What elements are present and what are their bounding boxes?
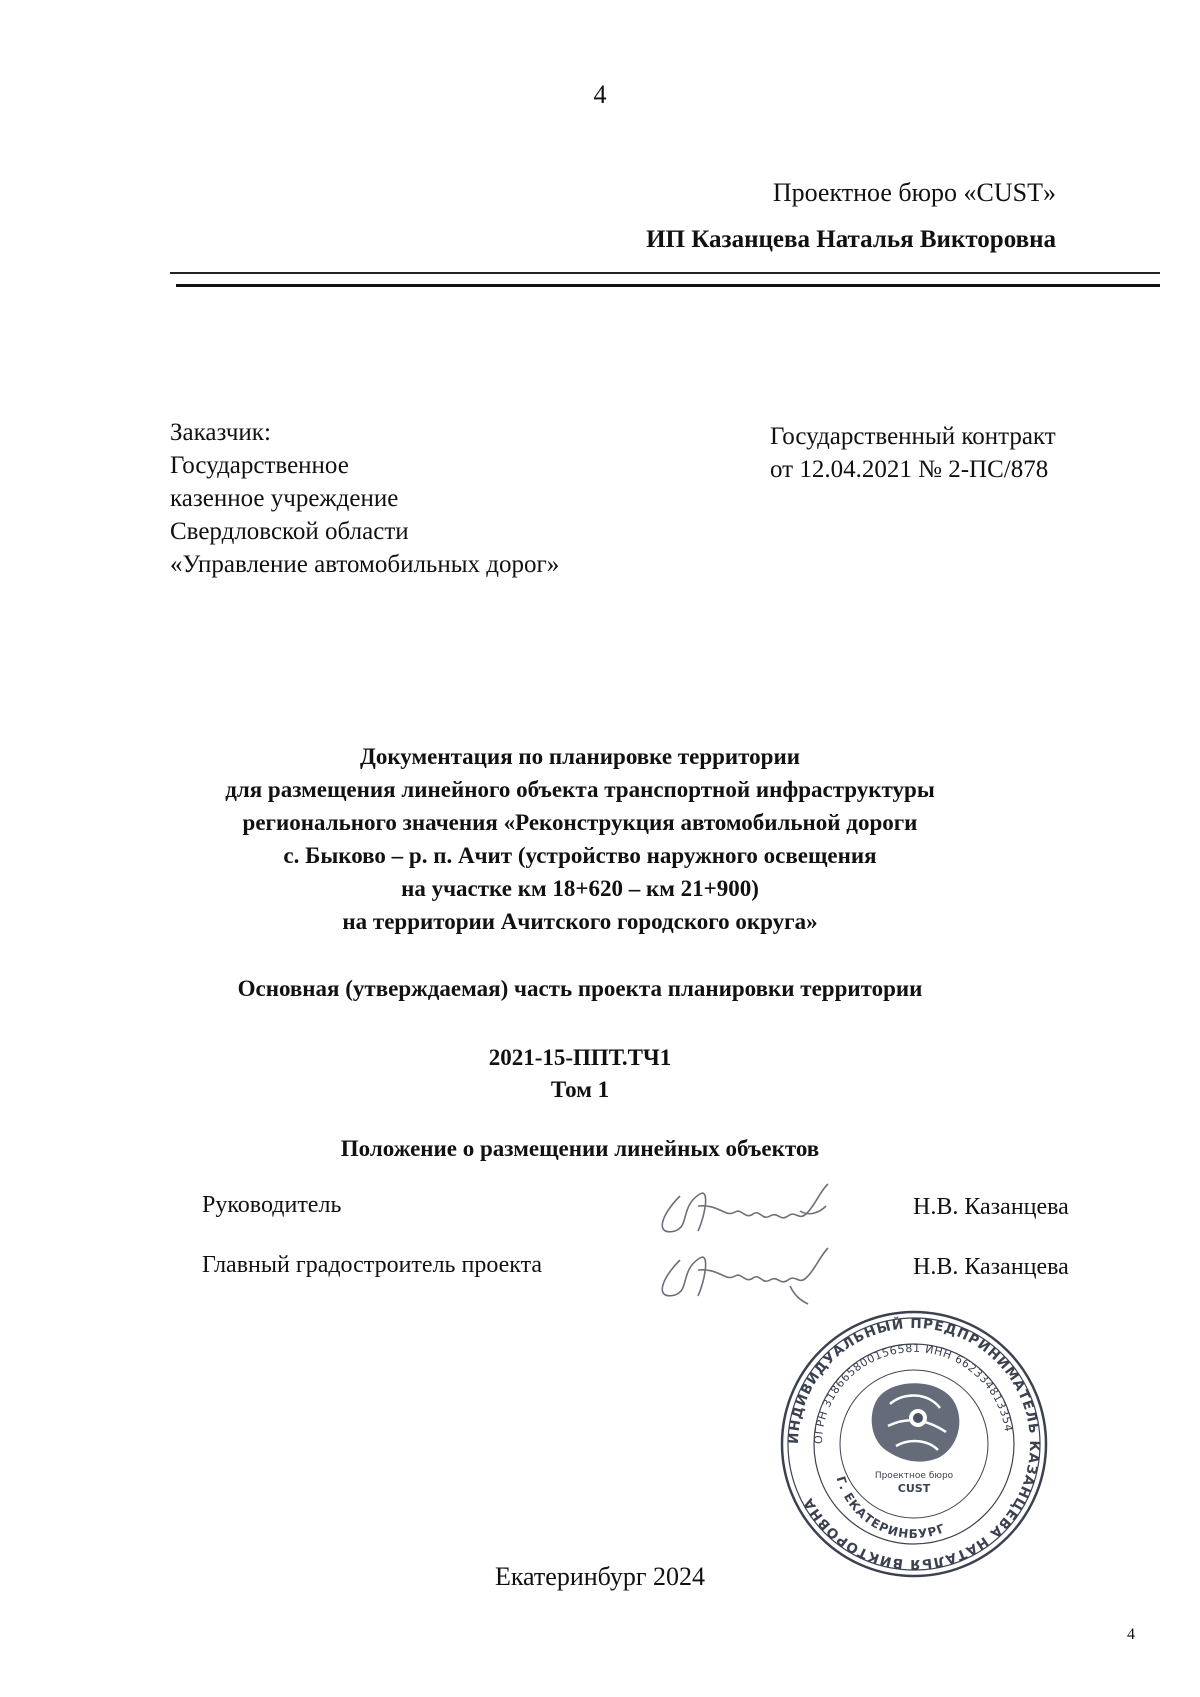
customer-block xyxy=(170,416,559,581)
title-line: на участке км 18+620 – км 21+900) xyxy=(401,876,759,901)
document-code: 2021-15-ППТ.ТЧ1 xyxy=(488,1045,672,1070)
contract-line: Государственный контракт xyxy=(770,423,1056,450)
seal-emblem xyxy=(872,1383,960,1461)
seal-center-line2: CUST xyxy=(897,1482,931,1495)
city-year: Екатеринбург 2024 xyxy=(494,1562,706,1591)
customer-line: «Управление автомобильных дорог» xyxy=(170,551,560,578)
seal-city-text: Г. ЕКАТЕРИНБУРГ xyxy=(833,1474,948,1542)
seal-outer-text: ИНДИВИДУАЛЬНЫЙ ПРЕДПРИНИМАТЕЛЬ КАЗАНЦЕВА НАТАЛЬЯ ВИКТОРОВНА xyxy=(785,1315,1043,1573)
document-code-block xyxy=(140,1042,1020,1106)
title-line: на территории Ачитского городского округа» xyxy=(342,909,818,934)
document-subtitle: Основная (утверждаемая) часть проекта планировки территории xyxy=(237,976,923,1001)
seal-center-line1: Проектное бюро xyxy=(874,1471,954,1481)
customer-line: казенное учреждение xyxy=(170,485,399,512)
signer-role-planner: Главный градостроитель проекта xyxy=(202,1252,543,1278)
company-seal xyxy=(778,1308,1050,1580)
contract-line: от 12.04.2021 № 2-ПС/878 xyxy=(770,456,1049,483)
title-line: для размещения линейного объекта транспортной инфраструктуры xyxy=(225,777,935,802)
signer-name-head: Н.В. Казанцева xyxy=(913,1194,1069,1220)
signer-role-head: Руководитель xyxy=(202,1192,342,1218)
page-number-bottom: 4 xyxy=(1127,1626,1135,1643)
handwritten-signature xyxy=(650,1176,850,1246)
title-line: Документация по планировке территории xyxy=(360,744,800,769)
customer-line: Свердловской области xyxy=(170,518,409,545)
customer-label: Заказчик: xyxy=(170,419,271,446)
header-divider-thick xyxy=(176,284,1160,287)
handwritten-signature xyxy=(650,1238,850,1308)
header-organization: Проектное бюро «CUST» xyxy=(772,178,1056,207)
section-title: Положение о размещении линейных объектов xyxy=(340,1136,820,1161)
title-line: с. Быково – р. п. Ачит (устройство наружного освещения xyxy=(283,843,877,868)
signer-name-planner: Н.В. Казанцева xyxy=(913,1254,1069,1280)
seal-inner-text: ОГРН 318665800156581 ИНН 662334813354 xyxy=(811,1341,1016,1445)
document-title xyxy=(140,740,1020,938)
header-divider-thin xyxy=(170,272,1160,274)
header-owner: ИП Казанцева Наталья Викторовна xyxy=(646,226,1056,253)
document-volume: Том 1 xyxy=(550,1077,610,1102)
customer-line: Государственное xyxy=(170,452,349,479)
title-line: регионального значения «Реконструкция автомобильной дороги xyxy=(242,810,918,835)
page-number-top: 4 xyxy=(593,80,607,109)
contract-block xyxy=(770,420,1056,486)
svg-text:Г. ЕКАТЕРИНБУРГ xyxy=(834,1475,948,1541)
